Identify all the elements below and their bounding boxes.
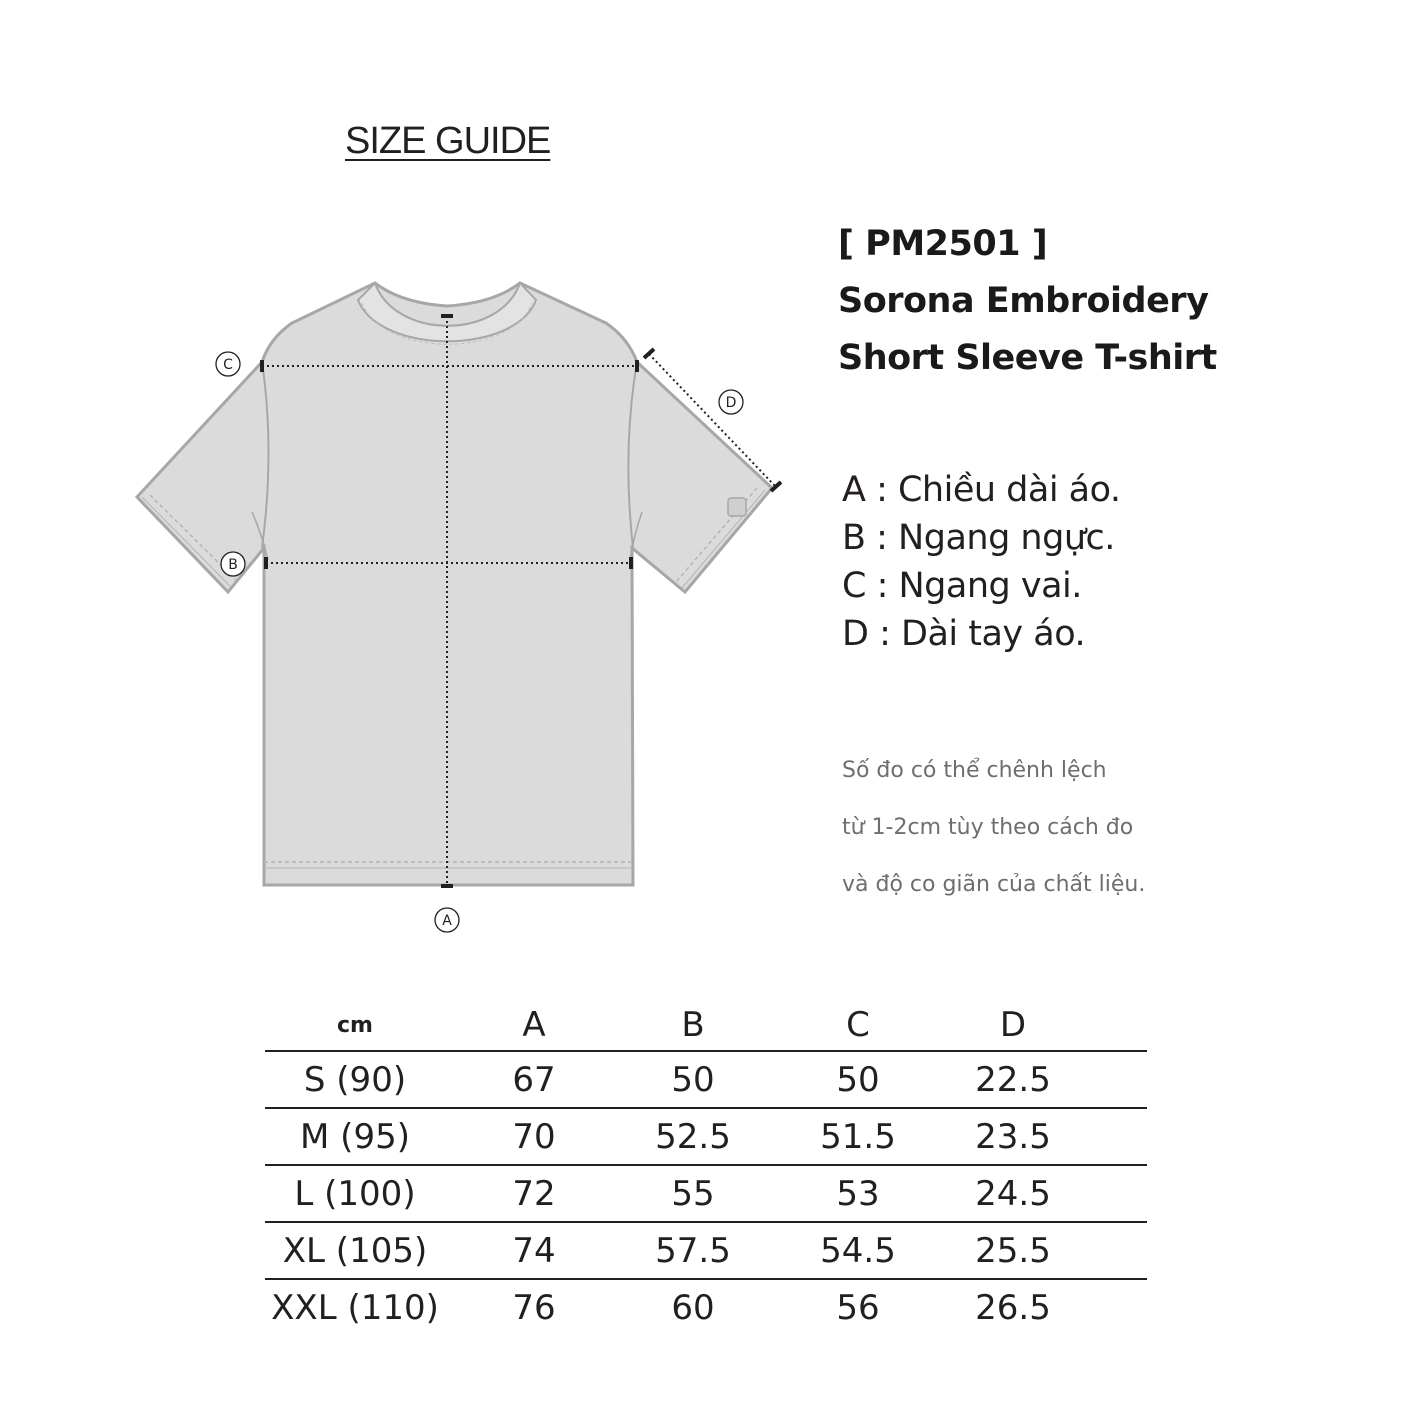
spacer-cell (1073, 1108, 1147, 1165)
legend-item-b: B : Ngang ngực. (842, 518, 1115, 558)
size-cell: S (90) (265, 1051, 445, 1108)
column-header-a: A (445, 1000, 623, 1051)
size-cell: L (100) (265, 1165, 445, 1222)
table-row (265, 1222, 1147, 1279)
label-a-marker (435, 908, 459, 932)
unit-header: cm (265, 1000, 445, 1051)
measurement-legend (842, 466, 1121, 658)
spacer-cell (1073, 1279, 1147, 1335)
table-header-row (265, 1000, 1147, 1051)
svg-text:D: D (725, 395, 737, 411)
value-cell: 67 (445, 1051, 623, 1108)
value-cell: 70 (445, 1108, 623, 1165)
header-spacer (1073, 1000, 1147, 1051)
spacer-cell (1073, 1165, 1147, 1222)
spacer-cell (1073, 1051, 1147, 1108)
note-line: từ 1-2cm tùy theo cách đo (842, 815, 1134, 840)
svg-text:B: B (228, 557, 238, 573)
table-row (265, 1108, 1147, 1165)
value-cell: 56 (836, 1287, 880, 1328)
svg-text:A: A (442, 913, 452, 929)
table-row (265, 1279, 1147, 1335)
table-row (265, 1165, 1147, 1222)
spacer-cell (1073, 1222, 1147, 1279)
measurement-note (842, 742, 1145, 913)
value-cell: 57.5 (623, 1222, 763, 1279)
value-cell: 50 (623, 1051, 763, 1108)
size-table (265, 1000, 1147, 1335)
svg-text:C: C (223, 357, 233, 373)
label-b-marker (221, 552, 245, 576)
value-cell: 22.5 (953, 1051, 1073, 1108)
value-cell: 76 (512, 1287, 556, 1328)
legend-item-a: A : Chiều dài áo. (842, 470, 1121, 510)
value-cell: 25.5 (953, 1222, 1073, 1279)
sleeve-tab-icon (728, 498, 746, 516)
value-cell: 74 (445, 1222, 623, 1279)
value-cell: 52.5 (623, 1108, 763, 1165)
column-header-c: C (763, 1000, 953, 1051)
product-name-line2: Short Sleeve T-shirt (838, 338, 1217, 378)
value-cell: 55 (623, 1165, 763, 1222)
value-cell: 60 (671, 1287, 715, 1328)
size-cell: M (95) (265, 1108, 445, 1165)
column-header-d: D (953, 1000, 1073, 1051)
size-cell: XXL (110) (271, 1287, 439, 1328)
value-cell: 24.5 (953, 1165, 1073, 1222)
note-line: và độ co giãn của chất liệu. (842, 872, 1146, 897)
label-c-marker (216, 352, 240, 376)
label-d-marker (719, 390, 743, 414)
value-cell: 53 (763, 1165, 953, 1222)
table-row (265, 1051, 1147, 1108)
value-cell: 50 (763, 1051, 953, 1108)
product-title-block (838, 216, 1217, 387)
value-cell: 51.5 (763, 1108, 953, 1165)
column-header-b: B (623, 1000, 763, 1051)
note-line: Số đo có thể chênh lệch (842, 758, 1107, 783)
value-cell: 72 (445, 1165, 623, 1222)
size-cell: XL (105) (265, 1222, 445, 1279)
legend-item-c: C : Ngang vai. (842, 566, 1082, 606)
legend-item-d: D : Dài tay áo. (842, 614, 1086, 654)
size-guide-title: SIZE GUIDE (345, 120, 551, 162)
value-cell: 54.5 (763, 1222, 953, 1279)
product-name-line1: Sorona Embroidery (838, 281, 1209, 321)
value-cell: 23.5 (953, 1108, 1073, 1165)
value-cell: 26.5 (975, 1287, 1051, 1328)
product-code: [ PM2501 ] (838, 224, 1048, 264)
